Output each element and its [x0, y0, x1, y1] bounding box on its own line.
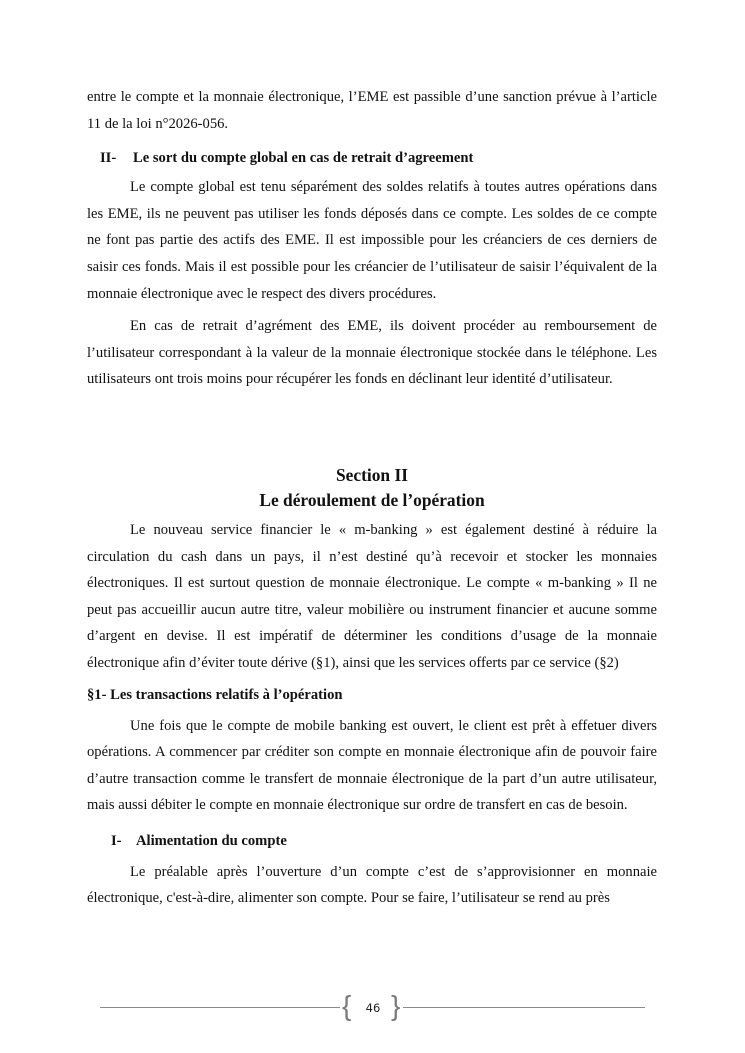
- subheading-text: Le sort du compte global en cas de retrait d’agreement: [133, 150, 474, 167]
- footer-rule-left: [100, 1007, 340, 1008]
- subheading-retrait-agrement: [87, 148, 657, 168]
- subheading-text: Alimentation du compte: [136, 832, 287, 849]
- paragraph-retrait-agrement: En cas de retrait d’agrément des EME, ils doivent procéder au remboursement de l’utilisateur correspondant à la valeur de la monnaie électronique stockée dans le téléphone. Les utilisateurs ont trois moins pour récupérer les fonds en déclinant leur identité d’utilisateur.: [87, 318, 657, 388]
- paragraph-transactions: Une fois que le compte de mobile banking est ouvert, le client est prêt à effetuer divers opérations. A commencer par créditer son compte en monnaie électronique afin de pouvoir faire d’autre transaction comme le transfert de monnaie électronique de la part d’un autre utilisateur, mais aussi débiter le compte en monnaie électronique sur ordre de transfert en cas de besoin.: [87, 717, 657, 814]
- paragraph-continuation: entre le compte et la monnaie électronique, l’EME est passible d’une sanction prévue à l’article 11 de la loi n°2026-056.: [87, 89, 657, 132]
- page-number: 46: [365, 1001, 381, 1015]
- subheading-alimentation: [87, 831, 657, 851]
- footer-rule-right: [403, 1007, 645, 1008]
- paragraph-compte-global: Le compte global est tenu séparément des soldes relatifs à toutes autres opérations dans les EME, ils ne peuvent pas utiliser les fonds déposés dans ce compte. Les soldes de ce compte ne font pas partie des actifs des EME. Il est impossible pour les créanciers de ces derniers de saisir ces fonds. Mais il est possible pour les créancier de l’utilisateur de saisir l’équivalent de la monnaie électronique avec le respect des divers procédures.: [87, 179, 657, 302]
- paragraph-m-banking: Le nouveau service financier le « m-banking » est également destiné à réduire la circulation du cash dans un pays, il n’est destiné qu’à recevoir et stocker les monnaies électroniques. Il est surtout question de monnaie électronique. Le compte « m-banking » Il ne peut pas accueillir aucun autre titre, valeur mobilière ou instrument financier et aucune somme d’argent en devise. Il est impératif de déterminer les conditions d’usage de la monnaie électronique afin d’éviter toute dérive (§1), ainsi que les services offerts par ce service (§2): [87, 521, 657, 671]
- subheading-number: I-: [111, 832, 122, 849]
- subheading-number: II-: [100, 150, 117, 167]
- page-footer: [100, 990, 645, 1025]
- section-label: Section II: [336, 464, 408, 485]
- paragraph-heading-transactions: §1- Les transactions relatifs à l’opération: [87, 686, 343, 703]
- close-brace-icon: }: [391, 990, 401, 1021]
- page-body: [87, 84, 657, 912]
- paragraph-alimentation: Le préalable après l’ouverture d’un compte c’est de s’approvisionner en monnaie électronique, c'est-à-dire, alimenter son compte. Pour se faire, l’utilisateur se rend au près: [87, 863, 657, 907]
- section-title: Le déroulement de l’opération: [259, 489, 485, 510]
- open-brace-icon: {: [342, 990, 352, 1021]
